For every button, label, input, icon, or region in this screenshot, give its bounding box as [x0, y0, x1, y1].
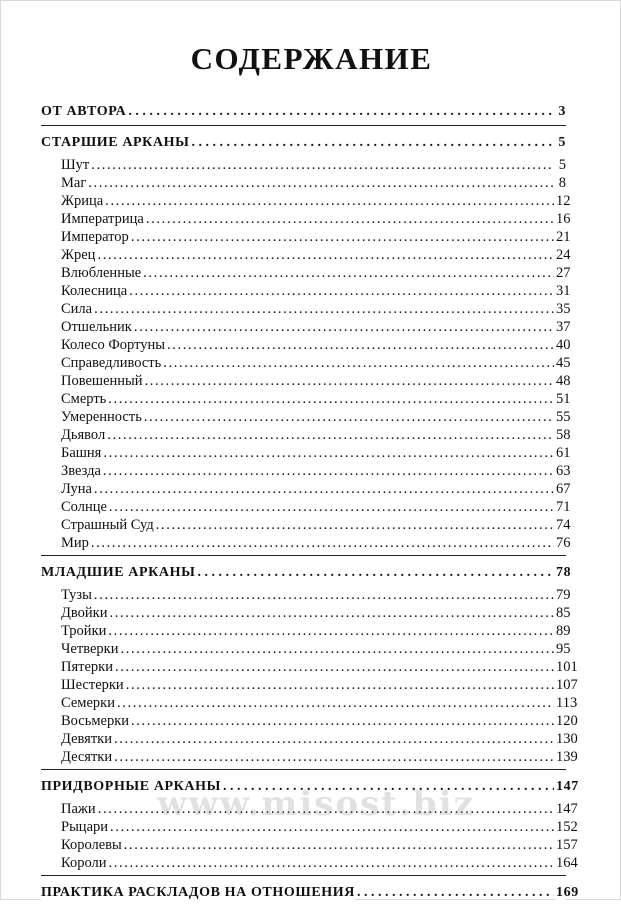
toc-entry[interactable] — [41, 318, 571, 336]
dot-leader — [146, 210, 554, 228]
dot-leader — [117, 694, 554, 712]
dot-leader — [109, 498, 554, 516]
toc-entry-label: Восьмерки — [61, 713, 129, 729]
toc-heading[interactable] — [41, 774, 579, 800]
dot-leader — [109, 604, 554, 622]
dot-leader — [110, 818, 554, 836]
toc-entry-label: Умеренность — [61, 409, 142, 425]
toc-entry-label: Пажи — [61, 801, 96, 817]
toc-entry[interactable] — [41, 730, 578, 748]
toc-entry-label: Четверки — [61, 641, 119, 657]
dot-leader — [103, 462, 554, 480]
toc-entry-label: Десятки — [61, 749, 113, 765]
dot-leader — [223, 774, 554, 800]
toc-entry[interactable] — [41, 300, 571, 318]
toc-entry-label: Император — [61, 229, 129, 245]
page-title: СОДЕРЖАНИЕ — [190, 41, 433, 76]
toc-entry[interactable] — [41, 336, 571, 354]
toc-entry-label: Семерки — [61, 695, 115, 711]
dot-leader — [94, 480, 554, 498]
toc-entry[interactable] — [41, 354, 571, 372]
toc-section — [41, 555, 578, 769]
toc-entry-page: 101 — [556, 659, 578, 675]
toc-entry[interactable] — [41, 586, 571, 604]
toc-heading-page: 3 — [556, 99, 566, 125]
toc-heading[interactable] — [41, 560, 572, 586]
toc-entry[interactable] — [41, 462, 571, 480]
toc-entry[interactable] — [41, 210, 571, 228]
toc-entry-page: 157 — [556, 837, 578, 853]
toc-entry-label: Страшный Суд — [61, 517, 154, 533]
toc-entry-label: Звезда — [61, 463, 101, 479]
toc-entry-label: Башня — [61, 445, 102, 461]
toc-entry-label: Мир — [61, 535, 89, 551]
toc-entry-page: 74 — [556, 517, 571, 533]
toc-entry[interactable] — [41, 658, 578, 676]
toc-entry[interactable] — [41, 818, 578, 836]
dot-leader — [94, 586, 554, 604]
dot-leader — [97, 246, 554, 264]
toc-entry[interactable] — [41, 282, 571, 300]
toc-section — [41, 125, 571, 555]
dot-leader — [131, 712, 554, 730]
toc-entry-page: 61 — [556, 445, 571, 461]
watermark: www.misost.biz — [157, 784, 475, 824]
toc-entry-label: Тузы — [61, 587, 92, 603]
toc-entry[interactable] — [41, 836, 578, 854]
toc-entry-page: 12 — [556, 193, 571, 209]
toc-heading-page: 5 — [556, 130, 566, 156]
toc-entry-page: 16 — [556, 211, 571, 227]
toc-entry-page: 76 — [556, 535, 571, 551]
toc-heading-page: 78 — [556, 560, 566, 586]
dot-leader — [98, 800, 554, 818]
toc-entry-label: Короли — [61, 855, 107, 871]
toc-entry[interactable] — [41, 390, 571, 408]
toc-entry-label: Жрец — [61, 247, 96, 263]
toc-entry-page: 37 — [556, 319, 571, 335]
toc-entry-page: 71 — [556, 499, 571, 515]
dot-leader — [126, 676, 554, 694]
dot-leader — [357, 880, 554, 906]
toc-entry-page: 27 — [556, 265, 571, 281]
toc-entry-label: Шестерки — [61, 677, 124, 693]
dot-leader — [145, 372, 554, 390]
toc-entry-page: 45 — [556, 355, 571, 371]
toc-entry-page: 147 — [556, 801, 578, 817]
dot-leader — [128, 99, 554, 125]
toc-entry[interactable] — [41, 748, 578, 766]
dot-leader — [105, 192, 554, 210]
toc-entry-label: Шут — [61, 157, 90, 173]
toc-entry[interactable] — [41, 426, 571, 444]
toc-entry-label: Королевы — [61, 837, 122, 853]
toc-entry-page: 31 — [556, 283, 571, 299]
toc-entry[interactable] — [41, 444, 571, 462]
toc-heading-page: 169 — [556, 880, 566, 906]
toc-entry-page: 24 — [556, 247, 571, 263]
toc-heading[interactable] — [41, 880, 579, 906]
dot-leader — [191, 130, 554, 156]
dot-leader — [129, 282, 554, 300]
dot-leader — [167, 336, 554, 354]
dot-leader — [103, 444, 554, 462]
toc-entry-page: 120 — [556, 713, 578, 729]
toc-section — [41, 769, 579, 875]
toc-entry[interactable] — [41, 264, 571, 282]
table-of-contents — [41, 99, 579, 906]
toc-entry-page: 89 — [556, 623, 571, 639]
toc-entry-page: 85 — [556, 605, 571, 621]
toc-entry-label: Влюбленные — [61, 265, 142, 281]
dot-leader — [107, 426, 554, 444]
toc-entry[interactable] — [41, 372, 571, 390]
toc-heading-label: ОТ АВТОРА — [41, 99, 126, 125]
dot-leader — [131, 228, 554, 246]
toc-entry-label: Отшельник — [61, 319, 132, 335]
toc-entry-page: 8 — [556, 174, 566, 192]
toc-entry[interactable] — [41, 156, 566, 174]
dot-leader — [156, 516, 554, 534]
toc-entry-page: 113 — [556, 695, 578, 711]
toc-entry-label: Солнце — [61, 499, 107, 515]
toc-entry[interactable] — [41, 640, 571, 658]
toc-entry[interactable] — [41, 622, 571, 640]
toc-entry-page: 21 — [556, 229, 571, 245]
dot-leader — [143, 264, 554, 282]
toc-items — [41, 156, 571, 555]
toc-entry[interactable] — [41, 534, 571, 552]
toc-heading-label: СТАРШИЕ АРКАНЫ — [41, 130, 189, 156]
toc-entry-page: 107 — [556, 677, 578, 693]
toc-entry-page: 55 — [556, 409, 571, 425]
toc-entry[interactable] — [41, 604, 571, 622]
toc-entry-page: 152 — [556, 819, 578, 835]
dot-leader — [108, 390, 554, 408]
dot-leader — [108, 622, 554, 640]
toc-section — [41, 99, 566, 125]
toc-entry-page: 5 — [556, 156, 566, 174]
toc-entry-label: Жрица — [61, 193, 104, 209]
toc-heading-label: МЛАДШИЕ АРКАНЫ — [41, 560, 195, 586]
toc-entry-label: Двойки — [61, 605, 108, 621]
toc-entry-page: 95 — [556, 641, 571, 657]
toc-entry[interactable] — [41, 676, 578, 694]
toc-entry[interactable] — [41, 228, 571, 246]
toc-entry-label: Колесница — [61, 283, 128, 299]
toc-entry-label: Луна — [61, 481, 92, 497]
toc-entry[interactable] — [41, 480, 571, 498]
toc-heading-label: ПРИДВОРНЫЕ АРКАНЫ — [41, 774, 221, 800]
toc-entry-label: Императрица — [61, 211, 144, 227]
toc-entry[interactable] — [41, 498, 571, 516]
dot-leader — [197, 560, 554, 586]
toc-entry-label: Справедливость — [61, 355, 162, 371]
toc-entry-label: Дьявол — [61, 427, 106, 443]
toc-entry-label: Повешенный — [61, 373, 143, 389]
toc-entry-page: 79 — [556, 587, 571, 603]
toc-entry-page: 58 — [556, 427, 571, 443]
toc-entry[interactable] — [41, 246, 571, 264]
dot-leader — [88, 174, 554, 192]
toc-heading-page: 147 — [556, 774, 566, 800]
toc-entry-label: Смерть — [61, 391, 107, 407]
toc-heading[interactable] — [41, 99, 566, 125]
toc-entry-label: Сила — [61, 301, 93, 317]
toc-entry-label: Девятки — [61, 731, 112, 747]
dot-leader — [134, 318, 554, 336]
toc-entry-page: 67 — [556, 481, 571, 497]
toc-entry-page: 63 — [556, 463, 571, 479]
toc-entry-page: 40 — [556, 337, 571, 353]
toc-entry[interactable] — [41, 854, 578, 872]
toc-entry[interactable] — [41, 712, 578, 730]
toc-entry-label: Маг — [61, 175, 87, 191]
dot-leader — [109, 854, 554, 872]
toc-entry-page: 130 — [556, 731, 578, 747]
toc-entry[interactable] — [41, 192, 571, 210]
dot-leader — [120, 640, 554, 658]
dot-leader — [144, 408, 554, 426]
toc-entry-page: 48 — [556, 373, 571, 389]
dot-leader — [114, 730, 554, 748]
dot-leader — [163, 354, 554, 372]
toc-entry-label: Колесо Фортуны — [61, 337, 166, 353]
toc-entry[interactable] — [41, 516, 571, 534]
toc-entry[interactable] — [41, 800, 578, 818]
dot-leader — [91, 534, 554, 552]
dot-leader — [124, 836, 554, 854]
toc-entry-page: 139 — [556, 749, 578, 765]
toc-entry[interactable] — [41, 408, 571, 426]
toc-items — [41, 586, 578, 769]
toc-heading[interactable] — [41, 130, 566, 156]
dot-leader — [115, 658, 554, 676]
dot-leader — [91, 156, 554, 174]
toc-items — [41, 800, 578, 875]
toc-entry-page: 51 — [556, 391, 571, 407]
toc-entry-label: Рыцари — [61, 819, 109, 835]
toc-entry-label: Тройки — [61, 623, 107, 639]
toc-entry[interactable] — [41, 694, 578, 712]
toc-entry-page: 164 — [556, 855, 578, 871]
toc-entry[interactable] — [41, 174, 566, 192]
toc-section — [41, 875, 579, 906]
toc-entry-page: 35 — [556, 301, 571, 317]
dot-leader — [94, 300, 554, 318]
dot-leader — [114, 748, 554, 766]
toc-heading-label: ПРАКТИКА РАСКЛАДОВ НА ОТНОШЕНИЯ — [41, 880, 355, 906]
toc-entry-label: Пятерки — [61, 659, 113, 675]
